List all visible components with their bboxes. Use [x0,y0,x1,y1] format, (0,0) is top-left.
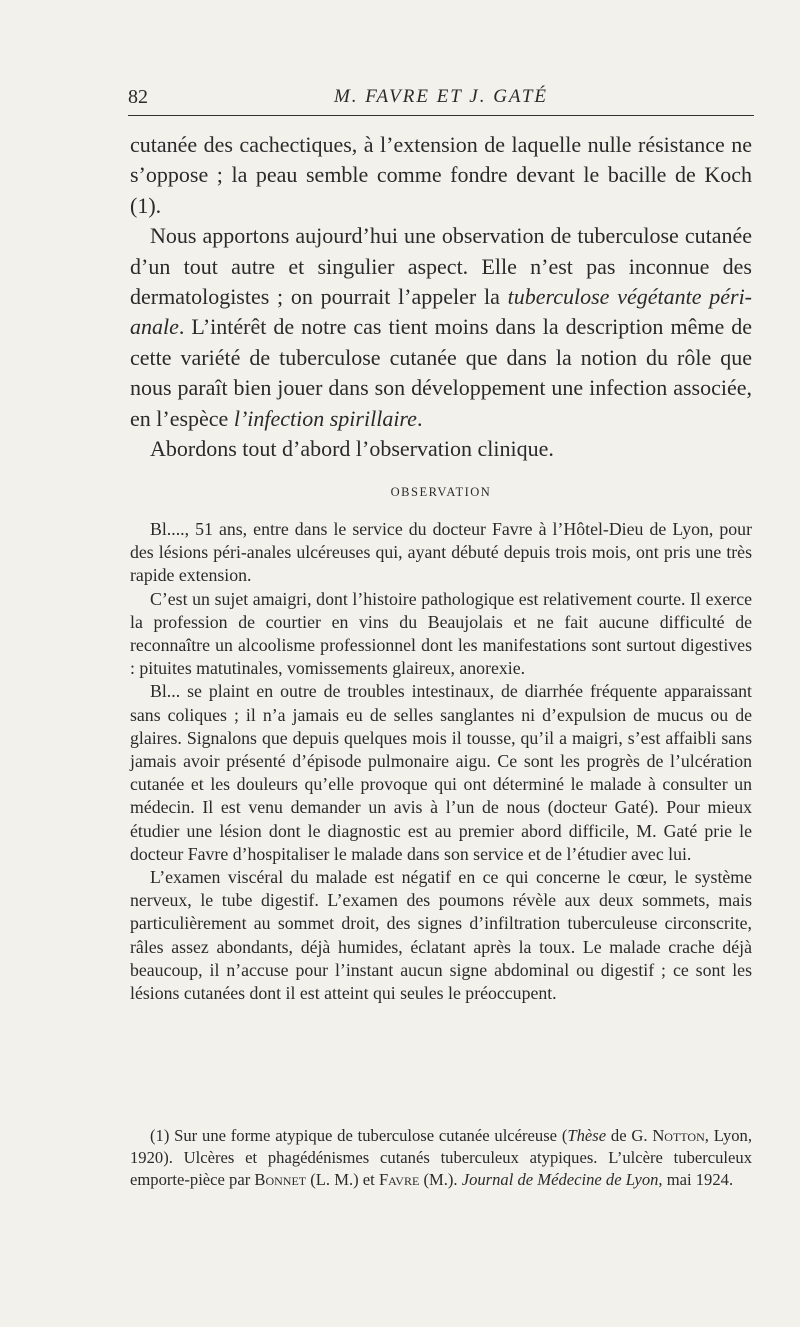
footnote-these: Thèse [567,1126,607,1145]
section-heading: OBSERVATION [390,485,492,499]
footnote-author-bonnet: Bonnet [254,1170,307,1189]
observation-paragraph-3: Bl... se plaint en outre de troubles intestinaux, de diarrhée fréquente apparaissant sans coliques ; il n’a jamais eu de selles sanglantes ni d’expulsion de mucus ou de glaires. Signalons que depuis quelques mois il tousse, qu’il a maigri, s’est affaibli sans jamais avoir présenté d’épisode pulmonaire aigu. Ce sont les progrès de l’ulcération cutanée et les douleurs qu’elle provoque qui ont déterminé le malade à consulter un médecin. Il est venu demander un avis à l’un de nous (docteur Gaté). Pour mieux étudier une lésion dont le diagnostic est au premier abord difficile, M. Gaté prie le docteur Favre d’hospitaliser le malade dans son service et de l’étudier avec lui. [130,681,752,864]
footnote-part: , Lyon, 1920). Ulcères et phagédénismes cutanés tuberculeux atypiques. L’ulcère tuberculeux emporte-pièce par [130,1126,752,1189]
footnote-author-favre: Favre [378,1170,420,1189]
intro-paragraph-3: Abordons tout d’abord l’observation clinique. [150,436,554,462]
intro-paragraph-1: cutanée des cachectiques, à l’extension de laquelle nulle résistance ne s’oppose ; la peau semble comme fondre devant le bacille de Koch (1). [130,132,752,218]
footnote-part: (L. M.) et [306,1170,379,1189]
footnote-part: (M.). [419,1170,462,1189]
footnote-part: (1) Sur une forme atypique de tuberculose cutanée ulcéreuse ( [150,1126,568,1145]
observation-paragraph-2: C’est un sujet amaigri, dont l’histoire pathologique est relativement courte. Il exerce la profession de courtier en vins du Beaujolais et ne fait aucune difficulté de reconnaître un alcoolisme professionnel dont les manifestations sont surtout digestives : pituites matutinales, vomissements glaireux, anorexie. [130,588,752,679]
observation-text [130,518,752,1005]
intro-p2-text-e: . [416,405,423,431]
footnote-part: de G. [606,1126,653,1145]
footnote-journal: Journal de Médecine de Lyon, [461,1170,663,1189]
intro-p2-text-a: Nous apportons aujourd’hui une observation de tuberculose cutanée d’un tout autre et singulier aspect. Elle n’est pas inconnue des dermatologistes ; on pourrait l’appeler la [130,223,752,310]
footnote [130,1125,752,1191]
intro-text [130,130,752,464]
page-number: 82 [128,86,148,108]
footnote-author-notton: Notton [652,1126,705,1145]
intro-p2-italic-term: tuberculose végétante péri-anale [130,284,753,340]
footnote-text [130,1125,752,1191]
intro-paragraph-2 [130,221,752,434]
running-head: M. FAVRE ET J. GATÉ [333,86,549,107]
footnote-part: mai 1924. [662,1170,734,1189]
intro-p2-italic-infection: l’infection spirillaire [233,405,417,431]
header-rule [128,115,754,117]
intro-p2-text-c: . L’intérêt de notre cas tient moins dans la description même de cette variété de tuberculose cutanée que dans la notion du rôle que nous paraît bien jouer dans son développement une infection associée, en l’espèce [130,314,752,431]
observation-paragraph-1: Bl...., 51 ans, entre dans le service du docteur Favre à l’Hôtel-Dieu de Lyon, pour des lésions péri-anales ulcéreuses qui, ayant débuté depuis trois mois, ont pris une très rapide extension. [130,519,752,586]
observation-paragraph-4: L’examen viscéral du malade est négatif en ce qui concerne le cœur, le système nerveux, le tube digestif. L’examen des poumons révèle aux deux sommets, mais particulièrement au sommet droit, des signes d’infiltration tuberculeuse circonscrite, râles assez abondants, déjà humides, éclatant après la toux. Le malade crache déjà beaucoup, il n’accuse pour l’instant aucun signe abdominal ou digestif ; ce sont les lésions cutanées dont il est atteint qui seules le préoccupent. [130,867,752,1004]
page-header [128,82,754,116]
